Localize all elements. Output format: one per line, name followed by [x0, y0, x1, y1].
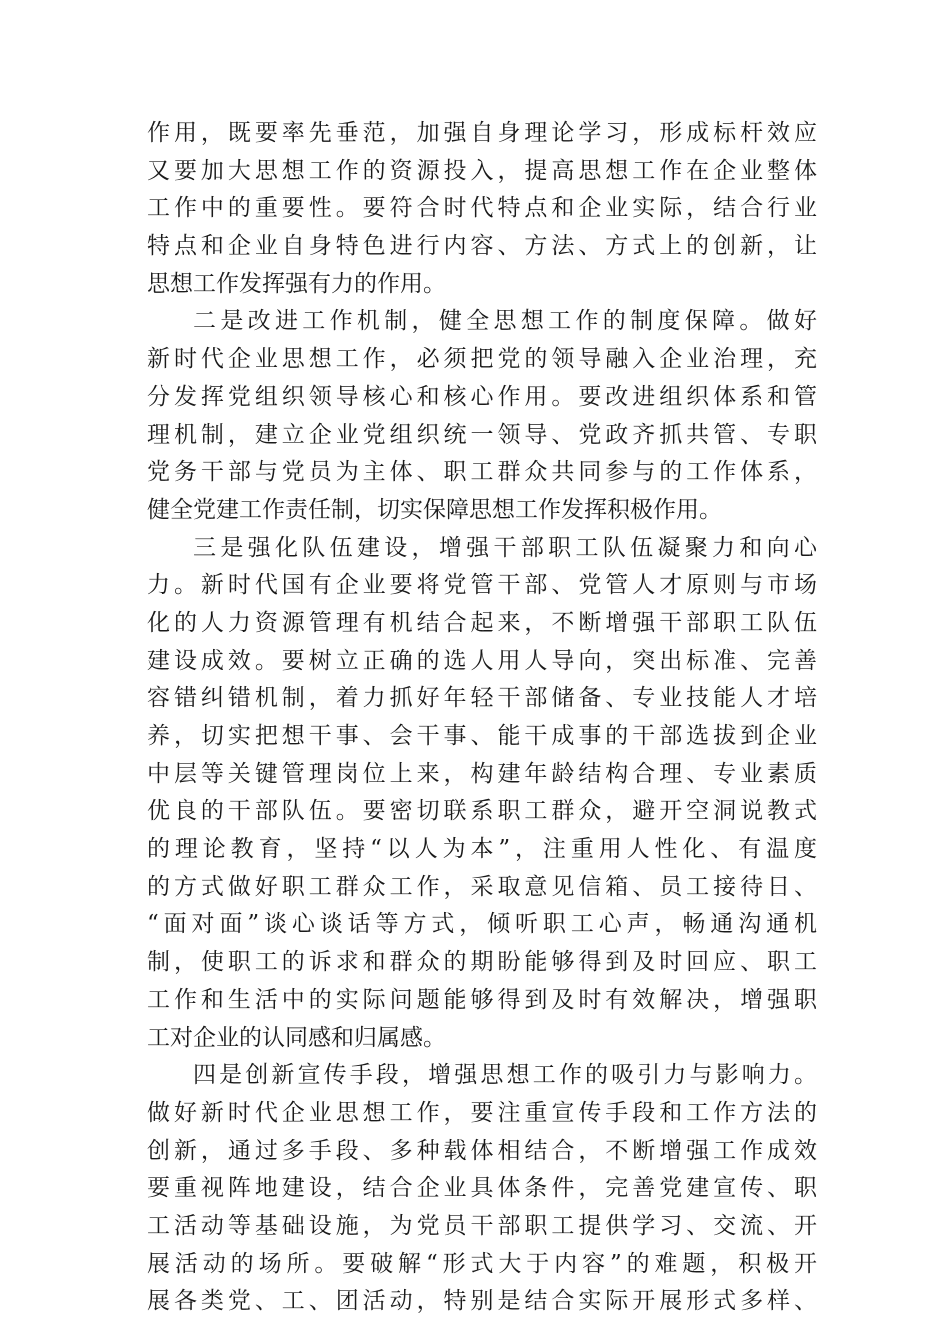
paragraph-first-line: 三是强化队伍建设，增强干部职工队伍凝聚力和向心	[193, 534, 817, 561]
text-line: 力。新时代国有企业要将党管干部、党管人才原则与市场	[147, 572, 817, 599]
text-line: 特点和企业自身特色进行内容、方法、方式上的创新，让	[147, 233, 817, 260]
text-line: 创新，通过多手段、多种载体相结合，不断增强工作成效	[147, 1137, 817, 1164]
text-line: 化的人力资源管理有机结合起来，不断增强干部职工队伍	[147, 609, 817, 636]
text-line: 作用，既要率先垂范，加强自身理论学习，形成标杆效应	[147, 120, 817, 146]
text-line: 理机制，建立企业党组织统一领导、党政齐抓共管、专职	[147, 421, 817, 448]
paragraph-first-line: 二是改进工作机制，健全思想工作的制度保障。做好	[193, 308, 817, 335]
text-line: 健全党建工作责任制，切实保障思想工作发挥积极作用。	[147, 496, 722, 523]
text-line: 中层等关键管理岗位上来，构建年龄结构合理、专业素质	[147, 760, 817, 787]
text-line: 优良的干部队伍。要密切联系职工群众，避开空洞说教式	[147, 798, 817, 825]
paragraph-first-line: 四是创新宣传手段，增强思想工作的吸引力与影响力。	[193, 1062, 817, 1089]
text-line: 又要加大思想工作的资源投入，提高思想工作在企业整体	[147, 157, 817, 184]
text-line: 工对企业的认同感和归属感。	[147, 1024, 446, 1051]
text-line: 工作和生活中的实际问题能够得到及时有效解决，增强职	[147, 986, 817, 1013]
text-line: 展各类党、工、团活动，特别是结合实际开展形式多样、	[147, 1288, 817, 1315]
text-line: “面对面”谈心谈话等方式，倾听职工心声，畅通沟通机	[147, 911, 817, 938]
text-line: 养，切实把想干事、会干事、能干成事的干部选拔到企业	[147, 723, 817, 749]
text-line: 思想工作发挥强有力的作用。	[147, 270, 446, 297]
text-line: 容错纠错机制，着力抓好年轻干部储备、专业技能人才培	[147, 685, 817, 712]
text-line: 工活动等基础设施，为党员干部职工提供学习、交流、开	[147, 1212, 817, 1239]
text-line: 工作中的重要性。要符合时代特点和企业实际，结合行业	[147, 195, 817, 222]
text-line: 展活动的场所。要破解“形式大于内容”的难题，积极开	[147, 1250, 817, 1277]
text-line: 做好新时代企业思想工作，要注重宣传手段和工作方法的	[147, 1099, 817, 1126]
text-line: 党务干部与党员为主体、职工群众共同参与的工作体系，	[147, 459, 817, 486]
text-line: 的理论教育，坚持“以人为本”，注重用人性化、有温度	[147, 836, 817, 863]
text-line: 的方式做好职工群众工作，采取意见信箱、员工接待日、	[147, 873, 817, 900]
text-line: 要重视阵地建设，结合企业具体条件，完善党建宣传、职	[147, 1175, 817, 1202]
body-text	[147, 115, 817, 1321]
text-line: 分发挥党组织领导核心和核心作用。要改进组织体系和管	[147, 383, 817, 410]
text-line: 制，使职工的诉求和群众的期盼能够得到及时回应、职工	[147, 949, 817, 976]
text-line: 建设成效。要树立正确的选人用人导向，突出标准、完善	[147, 647, 817, 674]
text-line: 新时代企业思想工作，必须把党的领导融入企业治理，充	[147, 346, 817, 373]
